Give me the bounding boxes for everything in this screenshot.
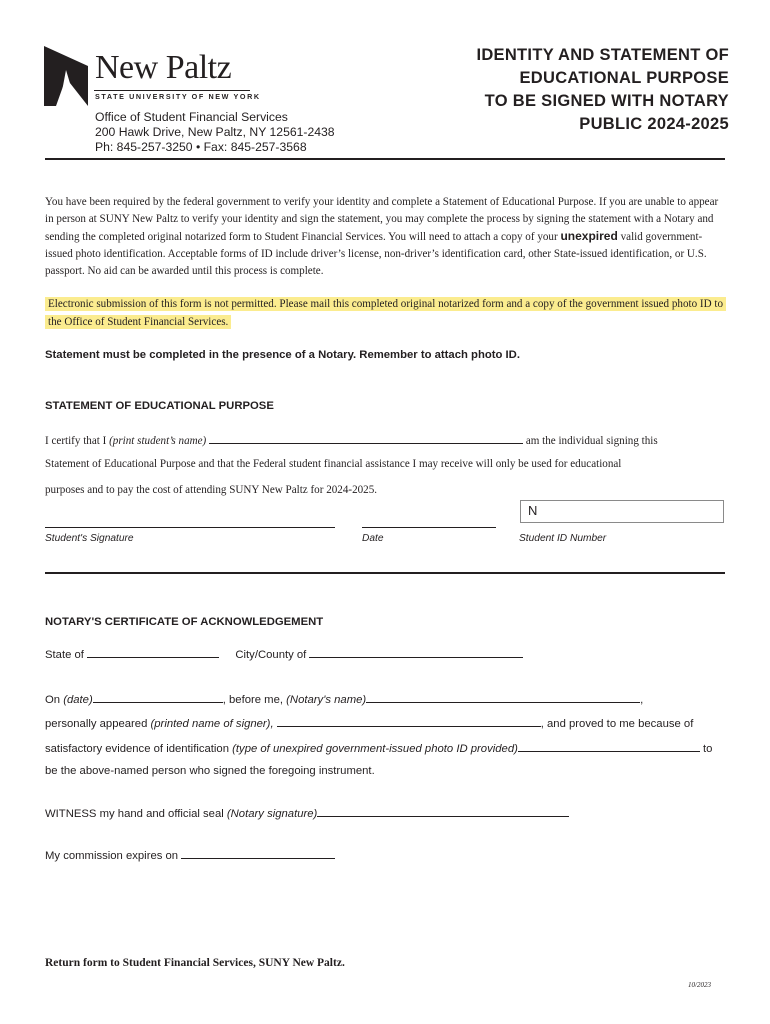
certify-suffix: am the individual signing this: [525, 435, 658, 447]
office-contact-block: [95, 110, 335, 155]
date-label: Date: [362, 533, 384, 544]
signer-name-field[interactable]: [277, 715, 541, 727]
student-id-prefix: N: [528, 503, 538, 518]
header-divider: [45, 158, 725, 160]
commission-expiry-field[interactable]: [181, 847, 335, 859]
evidence-label: satisfactory evidence of identification: [45, 743, 229, 755]
logo-wordmark: New Paltz: [95, 49, 232, 86]
notary-date-field[interactable]: [93, 691, 223, 703]
notary-presence-note: Statement must be completed in the presence of a Notary. Remember to attach photo ID.: [45, 349, 520, 361]
title-line: TO BE SIGNED WITH NOTARY: [484, 92, 729, 110]
id-type-field[interactable]: [518, 740, 700, 752]
above-named-line: be the above-named person who signed the foregoing instrument.: [45, 765, 375, 777]
office-name: Office of Student Financial Services: [95, 110, 288, 124]
state-county-line: [45, 646, 523, 661]
highlighted-notice: Electronic submission of this form is not permitted. Please mail this completed original notarized form and a copy of the government issued photo ID to the Office of Student Financial Services.: [45, 297, 726, 329]
state-field[interactable]: [87, 646, 219, 658]
title-line: EDUCATIONAL PURPOSE: [519, 69, 729, 87]
intro-text-cont: valid government-issued photo identification. Acceptable forms of ID include driver’s license, non-driver’s identification card, other State-issued identification, or U.S. passport. No aid can be awarded until this process is complete.: [45, 231, 707, 277]
date-hint: (date): [63, 694, 93, 706]
before-me-label: , before me,: [222, 694, 284, 706]
witness-line: [45, 805, 569, 820]
evidence-line: [45, 740, 712, 755]
state-label: State of: [45, 649, 84, 661]
to-label: to: [703, 743, 713, 755]
statement-line-3: purposes and to pay the cost of attending SUNY New Paltz for 2024-2025.: [45, 484, 378, 496]
logo-subtitle: STATE UNIVERSITY OF NEW YORK: [95, 92, 261, 101]
student-signature-field[interactable]: [45, 527, 335, 528]
date-field[interactable]: [362, 527, 496, 528]
electronic-submission-notice: [45, 296, 725, 331]
office-address: 200 Hawk Drive, New Paltz, NY 12561-2438: [95, 125, 335, 139]
intro-paragraph: [45, 194, 725, 280]
commission-line: [45, 847, 335, 862]
notary-signature-field[interactable]: [317, 805, 569, 817]
witness-label: WITNESS my hand and official seal: [45, 808, 224, 820]
id-type-hint: (type of unexpired government-issued photo ID provided): [232, 743, 518, 755]
notary-name-hint: (Notary's name): [286, 694, 367, 706]
on-date-line: On (date) , before me, (Notary's name) ,: [45, 691, 643, 706]
certify-line: [45, 432, 658, 447]
on-label: On: [45, 694, 61, 706]
title-line: PUBLIC 2024-2025: [579, 115, 729, 133]
logo-divider: [94, 90, 250, 91]
notary-heading: NOTARY'S CERTIFICATE OF ACKNOWLEDGEMENT: [45, 616, 324, 628]
statement-heading: STATEMENT OF EDUCATIONAL PURPOSE: [45, 400, 274, 412]
appeared-line: [45, 715, 693, 730]
office-phone-fax: Ph: 845-257-3250 • Fax: 845-257-3568: [95, 140, 307, 154]
student-id-label: Student ID Number: [519, 533, 607, 544]
commission-label: My commission expires on: [45, 850, 179, 862]
title-line: IDENTITY AND STATEMENT OF: [476, 46, 729, 64]
section-divider: [45, 572, 725, 574]
proved-label: , and proved to me because of: [540, 718, 694, 730]
student-signature-label: Student's Signature: [45, 533, 134, 544]
form-revision: 10/2023: [688, 981, 711, 989]
return-instructions: Return form to Student Financial Services, SUNY New Paltz.: [45, 957, 345, 969]
city-county-label: City/County of: [235, 649, 307, 661]
student-name-field[interactable]: [209, 432, 523, 444]
certify-prefix: I certify that I: [45, 435, 107, 447]
statement-line-2: Statement of Educational Purpose and that the Federal student financial assistance I may receive will only be used for educational: [45, 458, 622, 470]
new-paltz-logo-icon: [44, 46, 88, 106]
intro-text: You have been required by the federal government to verify your identity and complete a Statement of Educational Purpose. If you are unable to appear in person at SUNY New Paltz to verify your identity and sign the statement, you may complete the process by signing the statement with a Notary and sending the completed original notarized form to Student Financial Services. You will need to attach a copy of your: [45, 196, 719, 243]
notary-name-field[interactable]: [366, 691, 640, 703]
city-county-field[interactable]: [309, 646, 523, 658]
notary-signature-hint: (Notary signature): [226, 808, 318, 820]
appeared-label: personally appeared: [45, 718, 148, 730]
printed-name-hint: (printed name of signer),: [150, 718, 274, 730]
intro-emphasis: unexpired: [560, 229, 618, 243]
student-name-hint: (print student’s name): [109, 435, 207, 447]
document-title: [409, 44, 729, 136]
student-id-input[interactable]: [520, 500, 724, 523]
